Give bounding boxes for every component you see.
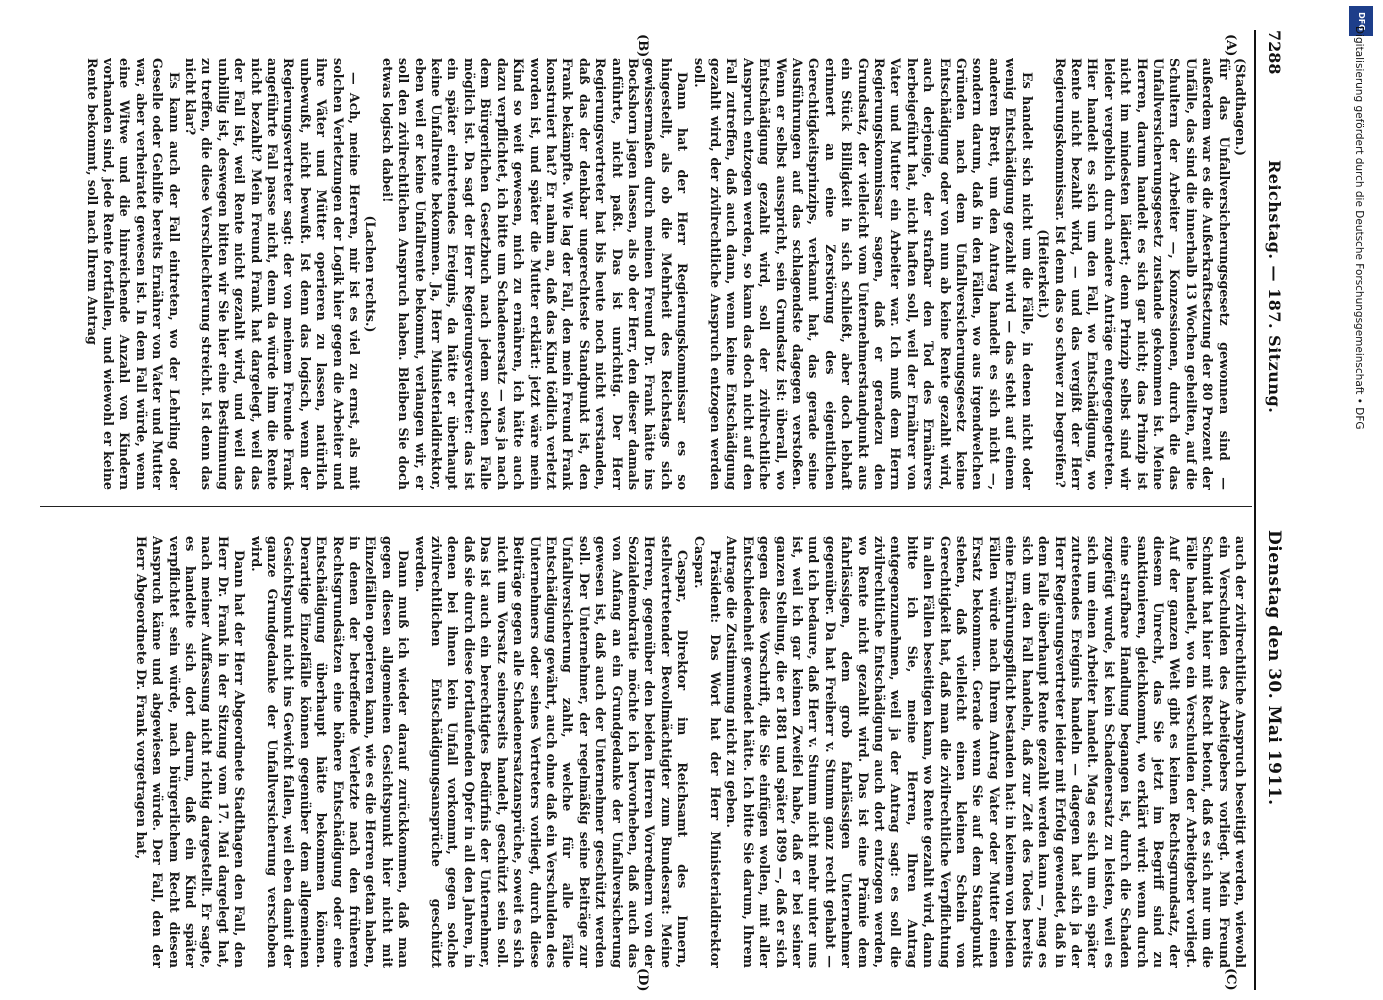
right-text-column xyxy=(48,536,1248,968)
margin-mark-b: (B) xyxy=(635,34,650,58)
paragraph: — Ach, meine Herren, mir ist es viel zu ernst, als mit solchen Verletzungen der Logik hier gegen die Arbeiter und ihre Väter und Mütter operieren zu lassen, natürlich unbewußt, nicht bewußt. Ist denn das logisch, wenn der Regierungsvertreter sagt: der von meinem Freunde Frank angeführte Fall passe nicht, denn da würde ihm die Rente nicht bezahlt? Mein Freund Frank hat dargelegt, weil das der Fall ist, weil Rente nicht gezahlt wird, und weil das unbillig ist, deswegen bitten wir Sie hier eine Bestimmung zu treffen, die diese Verschlechterung streicht. Ist denn das nicht klar? xyxy=(183,58,363,490)
header-right-title: Dienstag den 30. Mai 1911. xyxy=(1264,530,1284,806)
interjection: (Lachen rechts.) xyxy=(363,215,379,333)
president-statement: Präsident: Das Wort hat der Herr Ministerialdirektor Caspar. xyxy=(691,536,723,968)
margin-mark-a: (A) xyxy=(1223,34,1238,57)
digitization-sidebar xyxy=(1347,6,1377,996)
interjection: (Heiterkeit.) xyxy=(1036,229,1052,319)
paragraph: für das Unfallversicherungsgesetz gewonnen sind — außerdem war es die Außerkraftsetzung der 80 Prozent der Unfälle, das sind die innerhalb 13 Wochen geheilten, auf die Schultern der Arbeiter —, Konzessionen, durch die das Unfallversicherungsgesetz zustande gekommen ist. Meine Herren, darum handelt es sich gar nicht; das Prinzip ist nicht im mindesten lädiert; denn Prinzip selbst sind wir leider vergeblich durch andere Anträge entgegengetreten. Hier handelt es sich um den Fall, wo Entschädigung, wo Rente nicht bezahlt wird, — und das vergißt der Herr Regierungskommissar. Ist denn das so schwer zu begreifen? xyxy=(1052,58,1232,490)
rotated-newspaper-page xyxy=(10,30,1290,990)
paragraph: Dann hat der Herr Regierungskommissar es so hingestellt, als ob die Mehrheit des Reichstags sich gewissermaßen durch meinen Freund Dr. Frank hätte ins Bockshorn jagen lassen, als ob der Herr, den dieser damals anführte, nicht paßt. Das ist unrichtig. Der Herr Regierungsvertreter hat bis heute noch nicht verstanden, daß das der denkbar ungerechteste Standpunkt ist, den Frank bekämpfte. Wie lag der Fall, den mein Freund Frank konstruiert hat? Er nahm an, daß das Kind tödlich verletzt worden ist, und später die Mutter erklärt: jetzt wäre mein Kind so weit gewesen, mich zu ernähren, ich hätte auch dazu verpflichtet, ich bitte um Schadenersatz — was ja nach dem Bürgerlichen Gesetzbuch nach jedem solchen Falle möglich ist. Da sagt der Herr Regierungsvertreter: das ist ein später eintretendes Ereignis, da hätte er überhaupt keine Unfallrente bekommen. Ja, Herr Ministerialdirektor, eben weil er keine Unfallrente bekommt, verlangen wir, er soll den zivilrechtlichen Anspruch haben. Bleiben Sie doch etwas logisch dabei! xyxy=(379,58,691,490)
paragraph: auch der zivilrechtliche Anspruch beseitigt werden, wiewohl ein Verschulden des Arbeitgebers vorliegt. Mein Freund Schmidt hat hier mit Recht betont, daß es sich nur um die Fälle handelt, wo ein Verschulden der Arbeitgeber vorliegt. Auf der ganzen Welt gibt es keinen Rechtsgrundsatz, der diesem Unrecht, das Sie jetzt im Begriff sind zu sanktionieren, gleichkommt, wo erklärt wird: wenn durch eine strafbare Handlung begangen ist, durch die Schaden zugefügt wurde, ist kein Schadenersatz zu leisten, weil es sich um einen Arbeiter handelt. Mag es sich um ein später zutretendes Ereignis handeln — dagegen hat sich ja der Herr Regierungsvertreter leider mit Erfolg gewendet, daß in dem Falle überhaupt Rente gezahlt werden kann —, mag es sich um den Fall handeln, daß zur Zeit des Todes bereits eine Ernährungspflicht bestanden hat: in keinem von beiden Fällen würde nach Ihrem Antrag Vater oder Mutter einen Ersatz bekommen. Gerade wenn Sie auf dem Standpunkt stehen, daß vielleicht einen kleinen Schein von Gerechtigkeit hat, daß man die zivilrechtliche Verpflichtung in allen Fällen beseitigen kann, wo Rente gezahlt wird, dann bitte ich Sie, meine Herren, Ihren Antrag entgegenzunehmen, weil ja der Antrag sagt: es soll die zivilrechtliche Entschädigung auch dort entzogen werden, wo Rente nicht gezahlt wird. Das ist eine Prämie dem fahrlässigen, dem grob fahrlässigen Unternehmer gegenüber. Da hat Freiherr v. Stumm ganz recht gehabt — und ich bedaure, daß Herr v. Stumm nicht mehr unter uns ist, weil ich gar keinen Zweifel habe, daß er bei seiner ganzen Stellung, die er 1881 und später 1899 —, daß er sich gegen diese Vorschrift, die Sie einfügen wollen, mit aller Entschiedenheit gewendet hätte. Ich bitte Sie darum, Ihrem Antrage die Zustimmung nicht zu geben. xyxy=(724,536,1248,968)
margin-mark-d: (D) xyxy=(635,968,650,992)
column-divider xyxy=(40,506,1252,507)
paragraph: Caspar, Direktor im Reichsamt des Innern, stellvertretender Bevollmächtigter zum Bundesrat: Meine Herren, gegenüber den beiden Herren Vorrednern von der Sozialdemokratie möchte ich hervorheben, daß auch das von Anfang an ein Grundgedanke der Unfallversicherung gewesen ist, daß auch der Unternehmer geschützt werden soll. Der Unternehmer, der regelmäßig seine Beiträge zur Unfallversicherung zahlt, welche für alle Fälle Entschädigung gewährt, auch ohne daß ein Verschulden des Unternehmers oder seines Vertreters vorliegt, durch diese Beiträge gegen alle Schadenersatzansprüche, soweit es sich nicht um Vorsatz seinerseits handelt, geschützt sein soll. Das ist auch ein berechtigtes Bedürfnis der Unternehmer, daß sie durch diese fortlaufenden Opfer in all den Jahren, in denen bei ihnen kein Unfall vorkommt, gegen solche zivilrechtlichen Entschädigungsansprüche geschützt werden. xyxy=(412,536,691,968)
header-rule xyxy=(1254,30,1256,990)
paragraph: Dann hat der Herr Abgeordnete Stadthagen den Fall, den Herr Dr. Frank in der Sitzung vom 17. Mai dargelegt hat, nach meiner Auffassung nicht richtig dargestellt. Er sagte, es handelte sich dort darum, daß ein Kind später verpflichtet sein würde, nach bürgerlichem Recht diesen Anspruch käme und abgewiesen würde. Der Fall, den der Herr Abgeordnete Dr. Frank vorgetragen hat, xyxy=(133,536,248,968)
margin-mark-c: (C) xyxy=(1223,968,1238,991)
paragraph: Es kann auch der Fall eintreten, wo der Lehrling oder Geselle oder Gehilfe bereits Ernährer von Vater und Mutter war, aber verheiratet gewesen ist. In dem Fall würde, wenn eine Witwe und die hinreichende Anzahl von Kindern vorhanden sind, jede Rente fortfallen, und wiewohl er keine Rente bekommt, soll nach Ihrem Antrag xyxy=(84,58,182,490)
left-text-column xyxy=(48,58,1248,490)
paragraph: Dann muß ich wieder darauf zurückkommen, daß man gegen diesen allgemeinen Gesichtspunkt hier nicht mit Einzelfällen operieren kann, wie es die Herren getan haben, in denen der betreffende Verletzte nach den früheren Rechtsgrundsätzen eine höhere Entschädigung oder eine Entschädigung überhaupt hätte bekommen können. Derartige Einzelfälle können gegenüber dem allgemeinen Gesichtspunkt nicht ins Gewicht fallen, weil eben damit der ganze Grundgedanke der Unfallversicherung verschoben wird. xyxy=(248,536,412,968)
digitization-note: Digitalisierung gefördert durch die Deutsche Forschungsgemeinschaft • DFG xyxy=(1353,26,1365,430)
speaker-tag: (Stadthagen.) xyxy=(1233,58,1248,157)
paragraph: Es handelt sich nicht um die Fälle, in denen nicht oder wenig Entschädigung gezahlt wird — das steht auf einem anderen Brett, um den Antrag handelt es sich nicht —, sondern darum, daß in den Fällen, wo aus irgendwelchen Gründen nach dem Unfallversicherungsgesetz keine Entschädigung oder von nun ab keine Rente gezahlt wird, auch derjenige, der strafbar den Tod des Ernährers herbeigeführt hat, nicht haften soll, weil der Ernährer von Vater und Mutter ein Arbeiter war. Ich muß dem Herrn Regierungskommissar sagen, daß er geradezu den Grundsatz, der vielleicht vom Unternehmerstandpunkt aus ein Stück Billigkeit in sich schließt, aber doch lebhaft erinnert an eine Zerstörung des eigentlichen Gerechtigkeitsprinzips, verkannt hat, das gerade seine Ausführungen auf das schlagendste dagegen verstoßen. Wenn er selbst ausspricht, sein Grundsatz ist: überall, wo Entschädigung gezahlt wird, soll der zivilrechtliche Anspruch entzogen werden, so kann das doch nicht auf den Fall zutreffen, daß auch dann, wenn keine Entschädigung gezahlt wird, der zivilrechtliche Anspruch entzogen werden soll. xyxy=(691,58,1035,490)
header-left-title: Reichstag. — 187. Sitzung. xyxy=(1265,160,1284,414)
page-number: 7288 xyxy=(1265,30,1284,75)
page-header xyxy=(1254,30,1290,990)
dfg-logo-text: DFG xyxy=(1356,11,1366,31)
